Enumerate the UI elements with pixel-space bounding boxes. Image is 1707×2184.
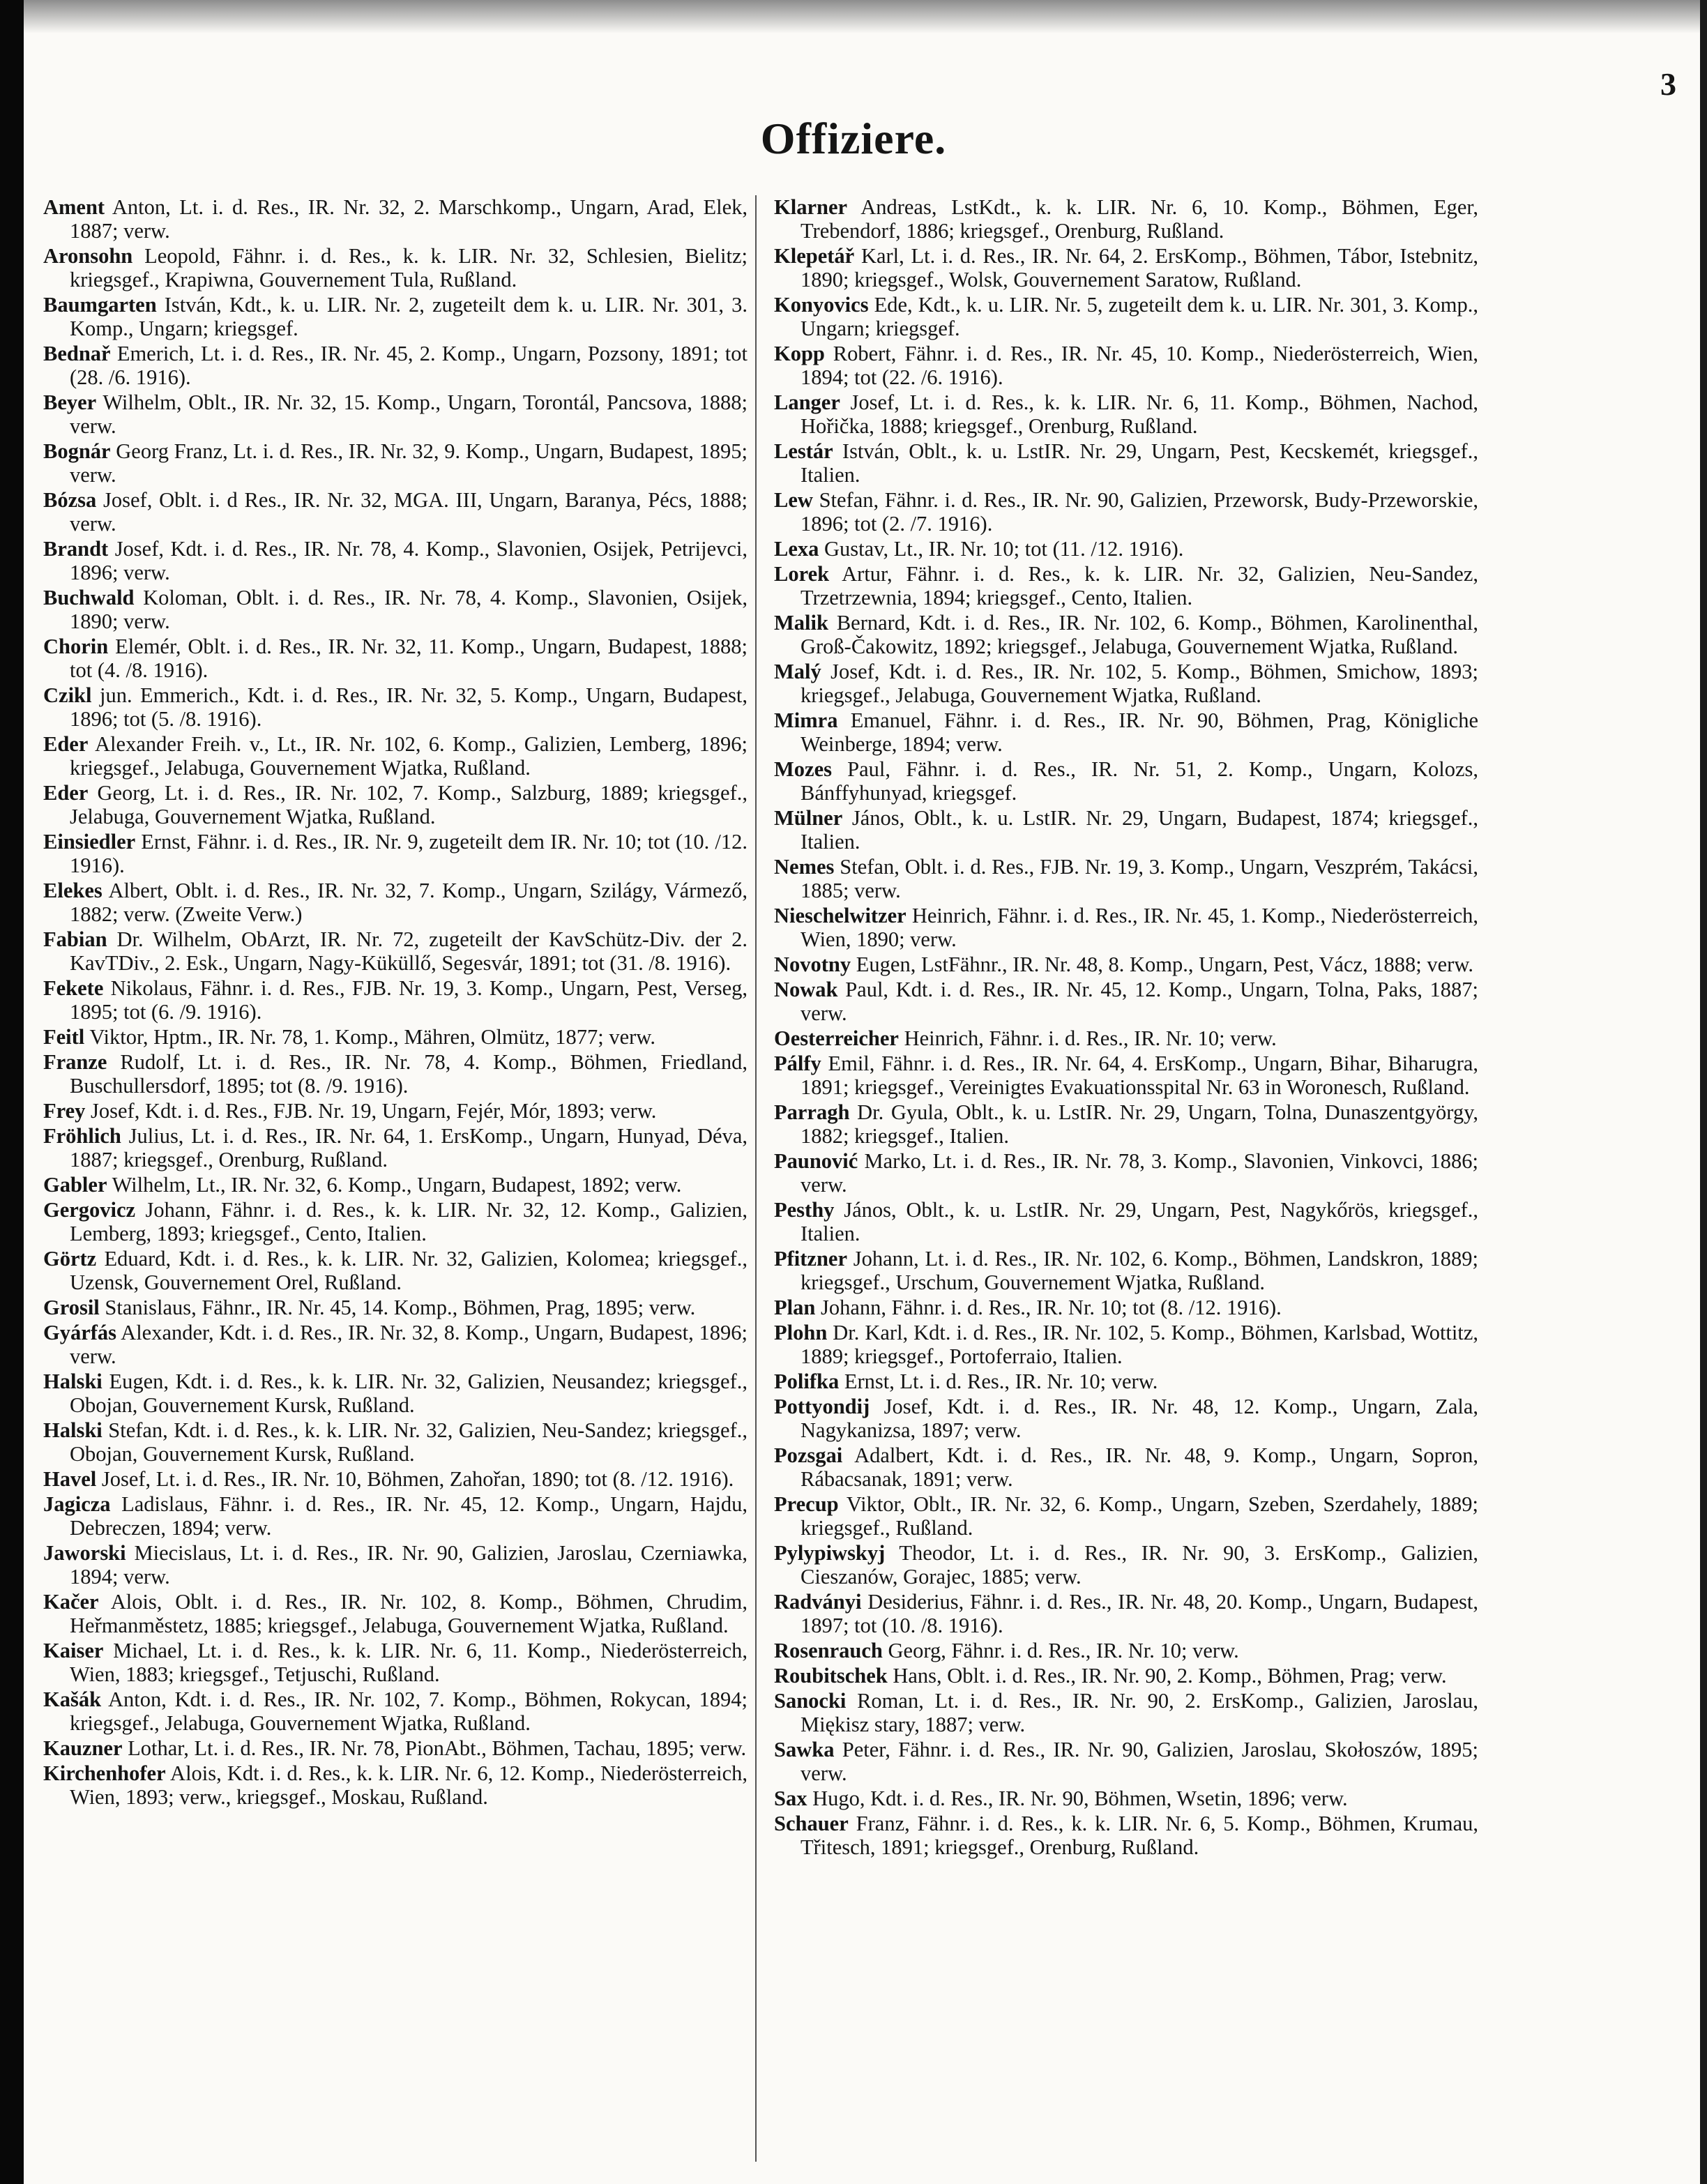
entry-details: Bernard, Kdt. i. d. Res., IR. Nr. 102, 6. Komp., Böhmen, Karolinenthal, Groß-Čakowitz, 1892; kriegsgef., Jelabuga, Gouvernement Wjatka, Rußland. — [801, 611, 1478, 658]
entry-details: Johann, Fähnr. i. d. Res., IR. Nr. 10; tot (8. /12. 1916). — [820, 1296, 1282, 1319]
list-entry — [43, 683, 748, 731]
list-entry — [43, 1050, 748, 1098]
entry-surname: Gabler — [43, 1173, 107, 1197]
entry-surname: Pesthy — [774, 1198, 835, 1222]
entry-details: Hugo, Kdt. i. d. Res., IR. Nr. 90, Böhmen, Wsetin, 1896; verw. — [812, 1787, 1348, 1810]
entry-surname: Feitl — [43, 1025, 85, 1049]
entry-details: Johann, Fähnr. i. d. Res., k. k. LIR. Nr. 32, 12. Komp., Galizien, Lemberg, 1893; kriegsgef., Cento, Italien. — [70, 1198, 748, 1245]
entry-surname: Pottyondij — [774, 1395, 870, 1418]
entry-details: Roman, Lt. i. d. Res., IR. Nr. 90, 2. ErsKomp., Galizien, Jaroslau, Miękisz stary, 1887; verw. — [801, 1689, 1478, 1736]
entry-details: Georg, Lt. i. d. Res., IR. Nr. 102, 7. Komp., Salzburg, 1889; kriegsgef., Jelabuga, Gouvernement Wjatka, Rußland. — [70, 781, 748, 828]
list-entry — [774, 488, 1478, 536]
entry-surname: Kašák — [43, 1688, 102, 1711]
entry-details: Josef, Lt. i. d. Res., k. k. LIR. Nr. 6, 11. Komp., Böhmen, Nachod, Hořička, 1888; kriegsgef., Orenburg, Rußland. — [801, 390, 1478, 438]
entry-details: István, Oblt., k. u. LstIR. Nr. 29, Ungarn, Pest, Kecskemét, kriegsgef., Italien. — [801, 439, 1478, 487]
entry-details: Josef, Kdt. i. d. Res., FJB. Nr. 19, Ungarn, Fejér, Mór, 1893; verw. — [91, 1099, 657, 1123]
entry-details: Ede, Kdt., k. u. LIR. Nr. 5, zugeteilt dem k. u. LIR. Nr. 301, 3. Komp., Ungarn; kriegsgef. — [801, 293, 1478, 340]
scan-edge-right — [1700, 0, 1707, 2184]
list-entry — [43, 1736, 748, 1760]
list-entry — [43, 1173, 748, 1197]
entry-surname: Nieschelwitzer — [774, 904, 906, 927]
entry-details: Dr. Karl, Kdt. i. d. Res., IR. Nr. 102, 5. Komp., Böhmen, Karlsbad, Wottitz, 1889; kriegsgef., Portoferraio, Italien. — [801, 1321, 1478, 1368]
entry-details: Alois, Oblt. i. d. Res., IR. Nr. 102, 8. Komp., Böhmen, Chrudim, Heřmanměstetz, 1885; kriegsgef., Jelabuga, Gouvernement Wjatka, Rußland. — [70, 1590, 748, 1637]
entry-surname: Mimra — [774, 708, 838, 732]
entry-details: Alexander, Kdt. i. d. Res., IR. Nr. 32, 8. Komp., Ungarn, Budapest, 1896; verw. — [70, 1321, 748, 1368]
entry-details: Georg, Fähnr. i. d. Res., IR. Nr. 10; verw. — [888, 1639, 1239, 1662]
entry-details: Emerich, Lt. i. d. Res., IR. Nr. 45, 2. Komp., Ungarn, Pozsony, 1891; tot (28. /6. 1916). — [70, 342, 748, 389]
entry-details: Heinrich, Fähnr. i. d. Res., IR. Nr. 10; verw. — [904, 1026, 1277, 1050]
entry-surname: Langer — [774, 390, 840, 414]
entry-details: Leopold, Fähnr. i. d. Res., k. k. LIR. Nr. 32, Schlesien, Bielitz; kriegsgef., Krapiwna, Gouvernement Tula, Rußland. — [70, 244, 748, 291]
list-entry — [43, 342, 748, 389]
entry-surname: Czikl — [43, 683, 92, 707]
entry-surname: Elekes — [43, 879, 103, 902]
entry-surname: Franze — [43, 1050, 107, 1074]
list-entry — [43, 1418, 748, 1466]
list-entry — [43, 537, 748, 584]
entry-surname: Klarner — [774, 195, 848, 219]
entry-surname: Fröhlich — [43, 1124, 121, 1148]
list-entry — [43, 1370, 748, 1417]
entry-surname: Aronsohn — [43, 244, 133, 268]
entry-details: Robert, Fähnr. i. d. Res., IR. Nr. 45, 10. Komp., Niederösterreich, Wien, 1894; tot (22. /6. 1916). — [801, 342, 1478, 389]
list-entry — [43, 927, 748, 975]
entry-details: Julius, Lt. i. d. Res., IR. Nr. 64, 1. ErsKomp., Ungarn, Hunyad, Déva, 1887; kriegsgef., Orenburg, Rußland. — [70, 1124, 748, 1171]
left-column — [43, 195, 748, 2176]
entry-surname: Mülner — [774, 806, 843, 830]
list-entry — [43, 1590, 748, 1637]
entry-details: Karl, Lt. i. d. Res., IR. Nr. 64, 2. ErsKomp., Böhmen, Tábor, Istebnitz, 1890; kriegsgef., Wolsk, Gouvernement Saratow, Rußland. — [801, 244, 1478, 291]
entry-details: Koloman, Oblt. i. d. Res., IR. Nr. 78, 4. Komp., Slavonien, Osijek, 1890; verw. — [70, 586, 748, 633]
list-entry — [43, 1124, 748, 1171]
entry-surname: Bózsa — [43, 488, 97, 512]
right-column — [774, 195, 1478, 2176]
list-entry — [774, 611, 1478, 658]
entry-details: Josef, Kdt. i. d. Res., IR. Nr. 48, 12. Komp., Ungarn, Zala, Nagykanizsa, 1897; verw. — [801, 1395, 1478, 1442]
list-entry — [43, 732, 748, 780]
list-entry — [774, 562, 1478, 609]
entry-details: Georg Franz, Lt. i. d. Res., IR. Nr. 32, 9. Komp., Ungarn, Budapest, 1895; verw. — [70, 439, 748, 487]
entry-surname: Plohn — [774, 1321, 828, 1344]
list-entry — [774, 1321, 1478, 1368]
list-entry — [774, 757, 1478, 805]
entry-surname: Schauer — [774, 1812, 849, 1835]
list-entry — [43, 293, 748, 340]
entry-details: Ernst, Fähnr. i. d. Res., IR. Nr. 9, zugeteilt dem IR. Nr. 10; tot (10. /12. 1916). — [70, 830, 748, 877]
entry-details: Eduard, Kdt. i. d. Res., k. k. LIR. Nr. 32, Galizien, Kolomea; kriegsgef., Uzensk, Gouvernement Orel, Rußland. — [70, 1247, 748, 1294]
entry-surname: Lexa — [774, 537, 819, 561]
entry-surname: Precup — [774, 1492, 839, 1516]
entry-surname: Einsiedler — [43, 830, 136, 854]
entry-details: Dr. Wilhelm, ObArzt, IR. Nr. 72, zugeteilt der KavSchütz-Div. der 2. KavTDiv., 2. Esk., Ungarn, Nagy-Küküllő, Segesvár, 1891; tot (31. /8. 1916). — [70, 927, 748, 975]
entry-surname: Novotny — [774, 953, 851, 976]
entry-surname: Roubitschek — [774, 1664, 888, 1688]
entry-surname: Kačer — [43, 1590, 99, 1614]
scan-shadow-top — [0, 0, 1707, 33]
list-entry — [774, 1590, 1478, 1637]
entry-surname: Konyovics — [774, 293, 869, 317]
entry-surname: Gergovicz — [43, 1198, 136, 1222]
entry-surname: Pozsgai — [774, 1443, 843, 1467]
entry-surname: Kauzner — [43, 1736, 123, 1760]
list-entry — [43, 1099, 748, 1123]
entry-surname: Havel — [43, 1467, 97, 1491]
list-entry — [43, 1467, 748, 1491]
entry-details: Ernst, Lt. i. d. Res., IR. Nr. 10; verw. — [844, 1370, 1158, 1393]
list-entry — [43, 1639, 748, 1686]
entry-details: jun. Emmerich., Kdt. i. d. Res., IR. Nr. 32, 5. Komp., Ungarn, Budapest, 1896; tot (5. /8. 1916). — [70, 683, 748, 731]
entry-surname: Brandt — [43, 537, 109, 561]
entry-details: János, Oblt., k. u. LstIR. Nr. 29, Ungarn, Pest, Nagykőrös, kriegsgef., Italien. — [801, 1198, 1478, 1245]
entry-details: Michael, Lt. i. d. Res., k. k. LIR. Nr. 6, 11. Komp., Niederösterreich, Wien, 1883; kriegsgef., Tetjuschi, Rußland. — [70, 1639, 748, 1686]
entry-details: Stanislaus, Fähnr., IR. Nr. 45, 14. Komp., Böhmen, Prag, 1895; verw. — [105, 1296, 696, 1319]
column-divider — [755, 195, 757, 2162]
entry-surname: Gyárfás — [43, 1321, 117, 1344]
entry-details: Artur, Fähnr. i. d. Res., k. k. LIR. Nr. 32, Galizien, Neu-Sandez, Trzetrzewnia, 1894; kriegsgef., Cento, Italien. — [801, 562, 1478, 609]
entry-surname: Nemes — [774, 855, 835, 879]
list-entry — [774, 1738, 1478, 1785]
list-entry — [774, 1812, 1478, 1859]
list-entry — [774, 708, 1478, 756]
entry-surname: Kirchenhofer — [43, 1761, 166, 1785]
entry-details: Anton, Lt. i. d. Res., IR. Nr. 32, 2. Marschkomp., Ungarn, Arad, Elek, 1887; verw. — [70, 195, 748, 243]
list-entry — [774, 978, 1478, 1025]
list-entry — [43, 1541, 748, 1588]
entry-surname: Rosenrauch — [774, 1639, 883, 1662]
entry-surname: Ament — [43, 195, 105, 219]
list-entry — [43, 1025, 748, 1049]
entry-details: Alexander Freih. v., Lt., IR. Nr. 102, 6. Komp., Galizien, Lemberg, 1896; kriegsgef., Jelabuga, Gouvernement Wjatka, Rußland. — [70, 732, 748, 780]
list-entry — [774, 953, 1478, 976]
entry-surname: Radványi — [774, 1590, 862, 1614]
entry-details: Desiderius, Fähnr. i. d. Res., IR. Nr. 48, 20. Komp., Ungarn, Budapest, 1897; tot (10. /8. 1916). — [801, 1590, 1478, 1637]
entry-surname: Sawka — [774, 1738, 835, 1761]
list-entry — [43, 244, 748, 291]
list-entry — [774, 806, 1478, 854]
list-entry — [774, 1664, 1478, 1688]
entry-details: Eugen, Kdt. i. d. Res., k. k. LIR. Nr. 32, Galizien, Neusandez; kriegsgef., Obojan, Gouvernement Kursk, Rußland. — [70, 1370, 748, 1417]
entry-surname: Nowak — [774, 978, 838, 1001]
page-title: Offiziere. — [760, 114, 947, 163]
entry-details: Theodor, Lt. i. d. Res., IR. Nr. 90, 3. ErsKomp., Galizien, Cieszanów, Gorajec, 1885; verw. — [801, 1541, 1478, 1588]
list-entry — [774, 1026, 1478, 1050]
entry-details: Adalbert, Kdt. i. d. Res., IR. Nr. 48, 9. Komp., Ungarn, Sopron, Rábacsanak, 1891; verw. — [801, 1443, 1478, 1491]
entry-surname: Bednař — [43, 342, 111, 365]
entry-details: Viktor, Hptm., IR. Nr. 78, 1. Komp., Mähren, Olmütz, 1877; verw. — [89, 1025, 655, 1049]
entry-surname: Halski — [43, 1370, 103, 1393]
entry-details: Alois, Kdt. i. d. Res., k. k. LIR. Nr. 6, 12. Komp., Niederösterreich, Wien, 1893; verw., kriegsgef., Moskau, Rußland. — [70, 1761, 748, 1809]
list-entry — [43, 390, 748, 438]
list-entry — [774, 1198, 1478, 1245]
entry-surname: Malý — [774, 660, 821, 683]
entry-surname: Lew — [774, 488, 813, 512]
entry-surname: Malik — [774, 611, 828, 635]
list-entry — [774, 342, 1478, 389]
entry-surname: Lorek — [774, 562, 830, 586]
list-entry — [774, 1149, 1478, 1197]
entry-details: Emanuel, Fähnr. i. d. Res., IR. Nr. 90, Böhmen, Prag, Königliche Weinberge, 1894; verw. — [801, 708, 1478, 756]
entry-surname: Kopp — [774, 342, 825, 365]
entry-surname: Halski — [43, 1418, 103, 1442]
entry-details: Anton, Kdt. i. d. Res., IR. Nr. 102, 7. Komp., Böhmen, Rokycan, 1894; kriegsgef., Jelabuga, Gouvernement Wjatka, Rußland. — [70, 1688, 748, 1735]
list-entry — [774, 1296, 1478, 1319]
entry-surname: Mozes — [774, 757, 832, 781]
entry-details: Albert, Oblt. i. d. Res., IR. Nr. 32, 7. Komp., Ungarn, Szilágy, Vármező, 1882; verw. (Zweite Verw.) — [70, 879, 748, 926]
list-entry — [774, 1639, 1478, 1662]
entry-details: Peter, Fähnr. i. d. Res., IR. Nr. 90, Galizien, Jaroslau, Skołoszów, 1895; verw. — [801, 1738, 1478, 1785]
list-entry — [774, 904, 1478, 951]
entry-details: Eugen, LstFähnr., IR. Nr. 48, 8. Komp., Ungarn, Pest, Vácz, 1888; verw. — [856, 953, 1474, 976]
list-entry — [43, 1492, 748, 1540]
entry-details: Ladislaus, Fähnr. i. d. Res., IR. Nr. 45, 12. Komp., Ungarn, Hajdu, Debreczen, 1894; verw. — [70, 1492, 748, 1540]
list-entry — [43, 1247, 748, 1294]
page-number: 3 — [1660, 66, 1676, 102]
entry-surname: Beyer — [43, 390, 97, 414]
list-entry — [43, 1198, 748, 1245]
list-entry — [43, 439, 748, 487]
entry-details: Rudolf, Lt. i. d. Res., IR. Nr. 78, 4. Komp., Böhmen, Friedland, Buschullersdorf, 1895; tot (8. /9. 1916). — [70, 1050, 748, 1098]
list-entry — [774, 1443, 1478, 1491]
entry-surname: Jagicza — [43, 1492, 111, 1516]
entry-surname: Sax — [774, 1787, 807, 1810]
list-entry — [774, 293, 1478, 340]
entry-details: Elemér, Oblt. i. d. Res., IR. Nr. 32, 11. Komp., Ungarn, Budapest, 1888; tot (4. /8. 1916). — [70, 635, 748, 682]
entry-surname: Pálfy — [774, 1052, 821, 1075]
list-entry — [774, 1370, 1478, 1393]
list-entry — [43, 1321, 748, 1368]
entry-surname: Eder — [43, 732, 89, 756]
list-entry — [774, 1247, 1478, 1294]
entry-surname: Eder — [43, 781, 89, 805]
entry-details: Paul, Fähnr. i. d. Res., IR. Nr. 51, 2. Komp., Ungarn, Kolozs, Bánffyhunyad, kriegsgef. — [801, 757, 1478, 805]
entry-details: Paul, Kdt. i. d. Res., IR. Nr. 45, 12. Komp., Ungarn, Tolna, Paks, 1887; verw. — [801, 978, 1478, 1025]
entry-details: Marko, Lt. i. d. Res., IR. Nr. 78, 3. Komp., Slavonien, Vinkovci, 1886; verw. — [801, 1149, 1478, 1197]
entry-surname: Fekete — [43, 976, 104, 1000]
list-entry — [774, 390, 1478, 438]
entry-details: Josef, Kdt. i. d. Res., IR. Nr. 78, 4. Komp., Slavonien, Osijek, Petrijevci, 1896; verw. — [70, 537, 748, 584]
list-entry — [43, 1761, 748, 1809]
list-entry — [774, 244, 1478, 291]
entry-details: Heinrich, Fähnr. i. d. Res., IR. Nr. 45, 1. Komp., Niederösterreich, Wien, 1890; verw. — [801, 904, 1478, 951]
entry-surname: Plan — [774, 1296, 816, 1319]
list-entry — [43, 635, 748, 682]
list-entry — [43, 488, 748, 536]
entry-details: Wilhelm, Oblt., IR. Nr. 32, 15. Komp., Ungarn, Torontál, Pancsova, 1888; verw. — [70, 390, 748, 438]
entry-details: Franz, Fähnr. i. d. Res., k. k. LIR. Nr. 6, 5. Komp., Böhmen, Krumau, Třitesch, 1891; kriegsgef., Orenburg, Rußland. — [801, 1812, 1478, 1859]
entry-surname: Bognár — [43, 439, 111, 463]
list-entry — [774, 1541, 1478, 1588]
list-entry — [774, 1787, 1478, 1810]
list-entry — [774, 1052, 1478, 1099]
entry-surname: Jaworski — [43, 1541, 126, 1565]
entry-details: Josef, Kdt. i. d. Res., IR. Nr. 102, 5. Komp., Böhmen, Smichow, 1893; kriegsgef., Jelabuga, Gouvernement Wjatka, Rußland. — [801, 660, 1478, 707]
list-entry — [774, 439, 1478, 487]
entry-details: Emil, Fähnr. i. d. Res., IR. Nr. 64, 4. ErsKomp., Ungarn, Bihar, Biharugra, 1891; kriegsgef., Vereinigtes Evakuationsspital Nr. 63 in Woronesch, Rußland. — [801, 1052, 1478, 1099]
list-entry — [774, 660, 1478, 707]
entry-surname: Frey — [43, 1099, 86, 1123]
entry-details: Lothar, Lt. i. d. Res., IR. Nr. 78, PionAbt., Böhmen, Tachau, 1895; verw. — [128, 1736, 747, 1760]
entry-surname: Oesterreicher — [774, 1026, 899, 1050]
list-entry — [43, 586, 748, 633]
list-entry — [774, 195, 1478, 243]
entry-surname: Fabian — [43, 927, 107, 951]
entry-surname: Klepetář — [774, 244, 855, 268]
list-entry — [43, 1688, 748, 1735]
scan-edge-left — [0, 0, 24, 2184]
entry-surname: Grosil — [43, 1296, 100, 1319]
entry-details: Gustav, Lt., IR. Nr. 10; tot (11. /12. 1916). — [824, 537, 1184, 561]
entry-details: Josef, Lt. i. d. Res., IR. Nr. 10, Böhmen, Zahořan, 1890; tot (8. /12. 1916). — [101, 1467, 734, 1491]
entry-surname: Baumgarten — [43, 293, 157, 317]
entry-surname: Pfitzner — [774, 1247, 847, 1271]
list-entry — [43, 830, 748, 877]
list-entry — [774, 1689, 1478, 1736]
entry-details: Josef, Oblt. i. d Res., IR. Nr. 32, MGA. III, Ungarn, Baranya, Pécs, 1888; verw. — [70, 488, 748, 536]
entry-details: István, Kdt., k. u. LIR. Nr. 2, zugeteilt dem k. u. LIR. Nr. 301, 3. Komp., Ungarn; kriegsgef. — [70, 293, 748, 340]
entry-details: Stefan, Oblt. i. d. Res., FJB. Nr. 19, 3. Komp., Ungarn, Veszprém, Takácsi, 1885; verw. — [801, 855, 1478, 902]
entry-surname: Buchwald — [43, 586, 135, 609]
list-entry — [774, 1100, 1478, 1148]
list-entry — [43, 976, 748, 1024]
list-entry — [43, 1296, 748, 1319]
entry-details: János, Oblt., k. u. LstIR. Nr. 29, Ungarn, Budapest, 1874; kriegsgef., Italien. — [801, 806, 1478, 854]
entry-details: Miecislaus, Lt. i. d. Res., IR. Nr. 90, Galizien, Jaroslau, Czerniawka, 1894; verw. — [70, 1541, 748, 1588]
entry-details: Dr. Gyula, Oblt., k. u. LstIR. Nr. 29, Ungarn, Tolna, Dunaszentgyörgy, 1882; kriegsgef., Italien. — [801, 1100, 1478, 1148]
list-entry — [43, 195, 748, 243]
list-entry — [774, 855, 1478, 902]
entry-details: Andreas, LstKdt., k. k. LIR. Nr. 6, 10. Komp., Böhmen, Eger, Trebendorf, 1886; kriegsgef., Orenburg, Rußland. — [801, 195, 1478, 243]
entry-details: Stefan, Kdt. i. d. Res., k. k. LIR. Nr. 32, Galizien, Neu-Sandez; kriegsgef., Obojan, Gouvernement Kursk, Rußland. — [70, 1418, 748, 1466]
list-entry — [43, 781, 748, 828]
list-entry — [774, 537, 1478, 561]
entry-surname: Parragh — [774, 1100, 850, 1124]
entry-surname: Chorin — [43, 635, 109, 658]
entry-surname: Paunović — [774, 1149, 858, 1173]
entry-details: Hans, Oblt. i. d. Res., IR. Nr. 90, 2. Komp., Böhmen, Prag; verw. — [893, 1664, 1447, 1688]
entry-surname: Sanocki — [774, 1689, 847, 1713]
entry-surname: Lestár — [774, 439, 833, 463]
entry-details: Stefan, Fähnr. i. d. Res., IR. Nr. 90, Galizien, Przeworsk, Budy-Przeworskie, 1896; tot (2. /7. 1916). — [801, 488, 1478, 536]
entry-details: Wilhelm, Lt., IR. Nr. 32, 6. Komp., Ungarn, Budapest, 1892; verw. — [112, 1173, 682, 1197]
entry-surname: Kaiser — [43, 1639, 104, 1662]
entry-surname: Görtz — [43, 1247, 97, 1271]
list-entry — [43, 879, 748, 926]
list-entry — [774, 1395, 1478, 1442]
entry-surname: Pylypiwskyj — [774, 1541, 886, 1565]
entry-details: Johann, Lt. i. d. Res., IR. Nr. 102, 6. Komp., Böhmen, Landskron, 1889; kriegsgef., Urschum, Gouvernement Wjatka, Rußland. — [801, 1247, 1478, 1294]
entry-details: Viktor, Oblt., IR. Nr. 32, 6. Komp., Ungarn, Szeben, Szerdahely, 1889; kriegsgef., Rußland. — [801, 1492, 1478, 1540]
entry-details: Nikolaus, Fähnr. i. d. Res., FJB. Nr. 19, 3. Komp., Ungarn, Pest, Verseg, 1895; tot (6. /9. 1916). — [70, 976, 748, 1024]
entry-surname: Polifka — [774, 1370, 840, 1393]
list-entry — [774, 1492, 1478, 1540]
